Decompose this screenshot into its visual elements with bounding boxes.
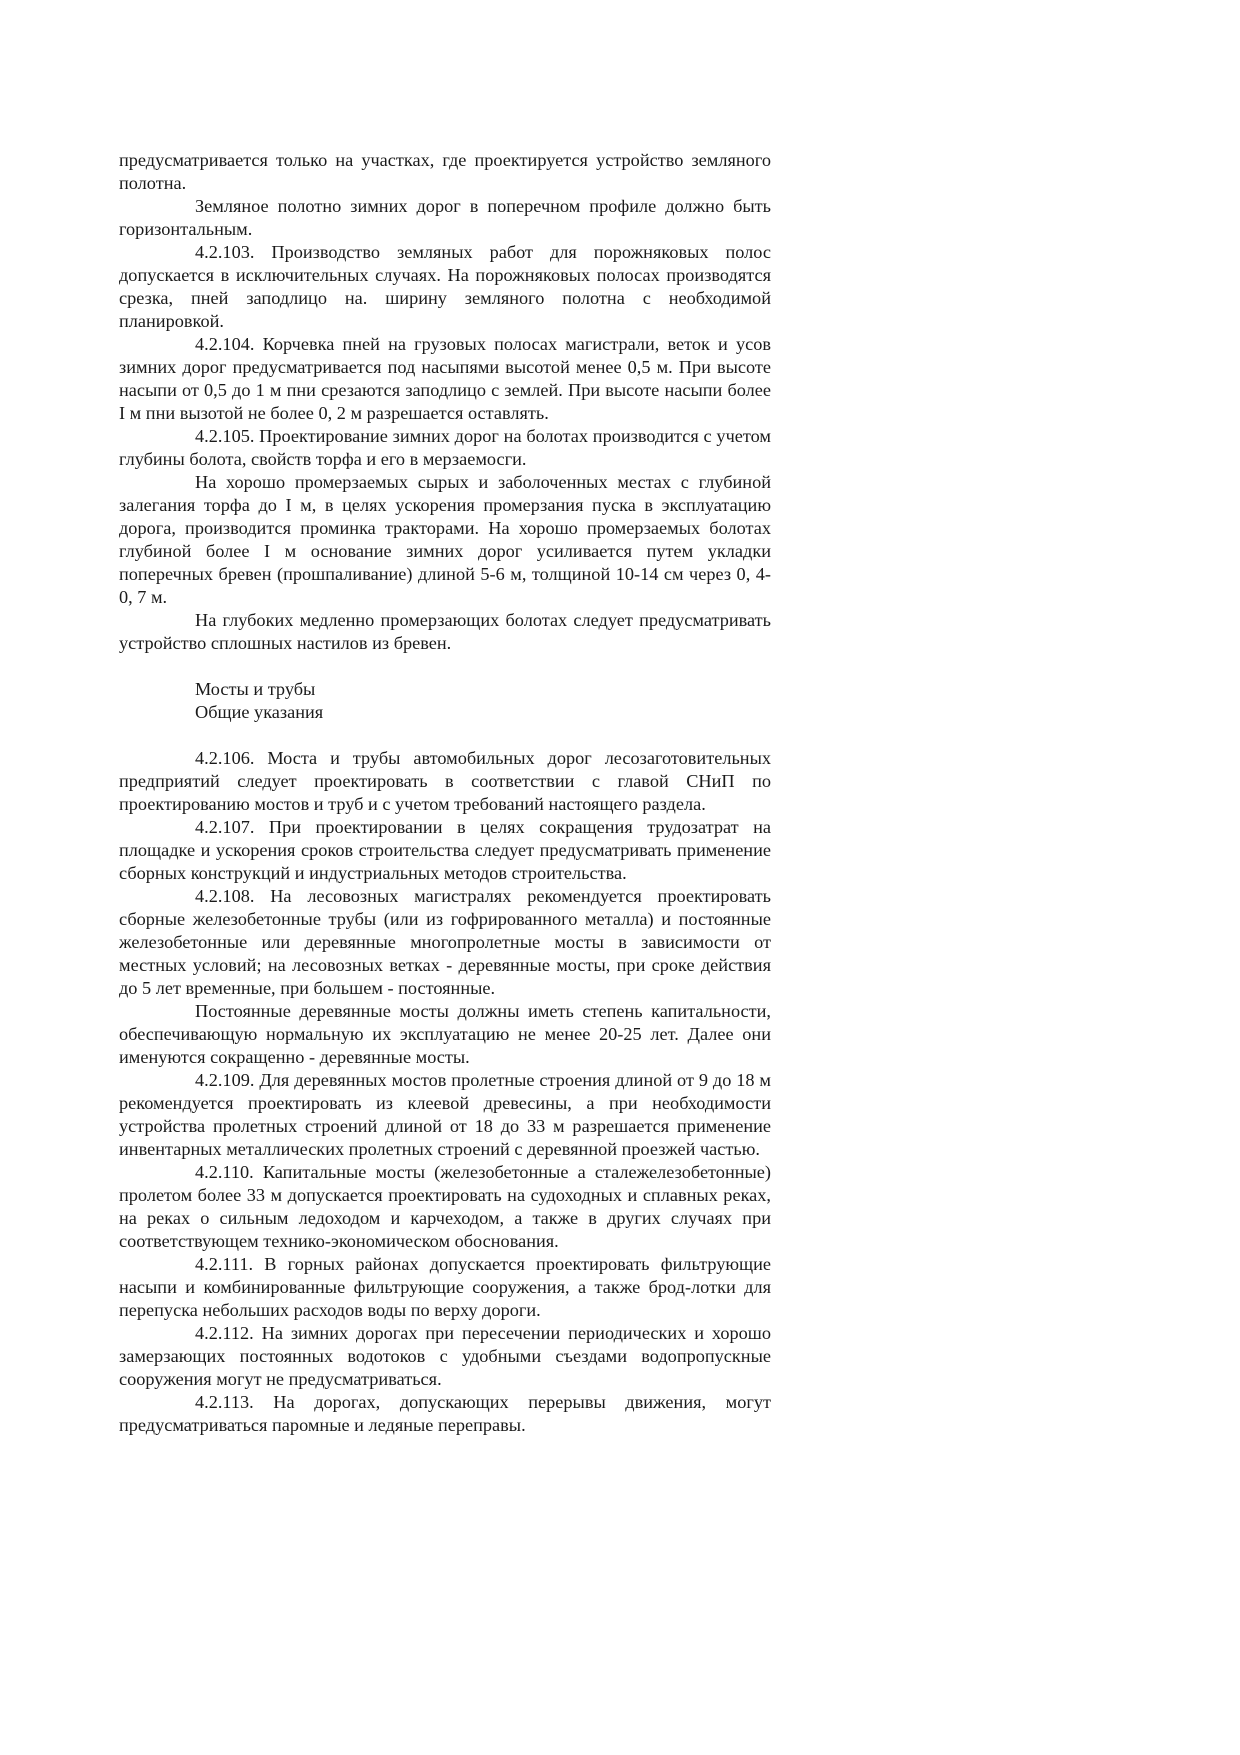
paragraph-4-2-105: 4.2.105. Проектирование зимних дорог на болотах производится с учетом глубины болота, свойств торфа и его в мерзаемосги. — [119, 426, 771, 469]
spacer — [119, 724, 771, 747]
paragraph-4-2-110: 4.2.110. Капитальные мосты (железобетонные а сталежелезобетонные) пролетом более 33 м допускается проектировать на судоходных и сплавных реках, на реках о сильным ледоходом и карчеходом, а также в других случаях при соответствующем технико-экономическом обоснования. — [119, 1162, 771, 1251]
paragraph-4-2-104: 4.2.104. Корчевка пней на грузовых полосах магистрали, веток и усов зимних дорог предусматривается под насыпями высотой менее 0,5 м. При высоте насыпи от 0,5 до 1 м пни срезаются заподлицо с землей. При высоте насыпи более I м пни вызотой не более 0, 2 м разрешается оставлять. — [119, 334, 771, 423]
subsection-heading: Общие указания — [195, 702, 324, 722]
paragraph-4-2-107: 4.2.107. При проектировании в целях сокращения трудозатрат на площадке и ускорения сроков строительства следует предусматривать применение сборных конструкций и индустриальных методов строительства. — [119, 817, 771, 883]
spacer — [119, 655, 771, 678]
paragraph-4-2-106: 4.2.106. Моста и трубы автомобильных дорог лесозаготовительных предприятий следует проектировать в соответствии с главой СНиП по проектированию мостов и труб и с учетом требований настоящего раздела. — [119, 748, 771, 814]
document-page — [119, 149, 771, 1437]
paragraph-4-2-112: 4.2.112. На зимних дорогах при пересечении периодических и хорошо замерзающих постоянных водотоков с удобными съездами водопропускные сооружения могут не предусматриваться. — [119, 1323, 771, 1389]
paragraph-4-2-108: 4.2.108. На лесовозных магистралях рекомендуется проектировать сборные железобетонные трубы (или из гофрированного металла) и постоянные железобетонные или деревянные многопролетные мосты в зависимости от местных условий; на лесовозных ветках - деревянные мосты, при сроке действия до 5 лет временные, при большем - постоянные. — [119, 886, 771, 998]
paragraph-4-2-113: 4.2.113. На дорогах, допускающих перерывы движения, могут предусматриваться паромные и ледяные переправы. — [119, 1392, 771, 1435]
paragraph-4-2-103: 4.2.103. Производство земляных работ для порожняковых полос допускается в исключительных случаях. На порожняковых полосах производятся срезка, пней заподлицо на. ширину земляного полотна с необходимой планировкой. — [119, 242, 771, 331]
section-heading: Мосты и трубы — [195, 679, 316, 699]
paragraph-earthwork-continuation: предусматривается только на участках, где проектируется устройство земляного полотна. — [119, 150, 771, 193]
paragraph-4-2-109: 4.2.109. Для деревянных мостов пролетные строения длиной от 9 до 18 м рекомендуется проектировать из клеевой древесины, а при необходимости устройства пролетных строений длиной от 18 до 33 м разрешается применение инвентарных металлических пролетных строений с деревянной проезжей частью. — [119, 1070, 771, 1159]
paragraph-deep-swamps: На глубоких медленно промерзающих болотах следует предусматривать устройство сплошных настилов из бревен. — [119, 610, 771, 653]
paragraph-wooden-bridges-durability: Постоянные деревянные мосты должны иметь степень капитальности, обеспечивающую нормальную их эксплуатацию не менее 20-25 лет. Далее они именуются сокращенно - деревянные мосты. — [119, 1001, 771, 1067]
paragraph-frozen-swamps: На хорошо промерзаемых сырых и заболоченных местах с глубиной залегания торфа до I м, в целях ускорения промерзания пуска в эксплуатацию дорога, производится проминка тракторами. На хорошо промерзаемых болотах глубиной более I м основание зимних дорог усиливается путем укладки поперечных бревен (прошпаливание) длиной 5-6 м, толщиной 10-14 см через 0, 4-0, 7 м. — [119, 472, 771, 607]
paragraph-4-2-111: 4.2.111. В горных районах допускается проектировать фильтрующие насыпи и комбинированные фильтрующие сооружения, а также брод-лотки для перепуска небольших расходов воды по верху дороги. — [119, 1254, 771, 1320]
paragraph-winter-road-profile: Земляное полотно зимних дорог в поперечном профиле должно быть горизонтальным. — [119, 196, 771, 239]
